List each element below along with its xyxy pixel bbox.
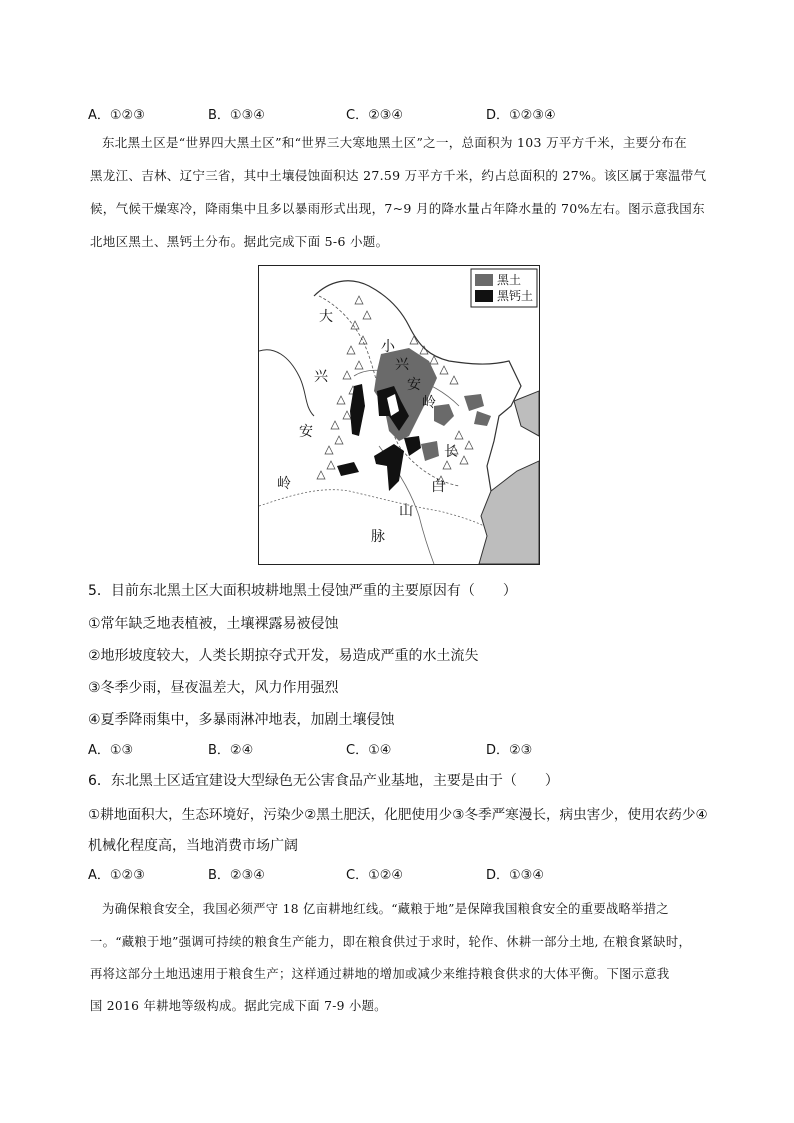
label-bai: 白 [431,479,445,495]
chernozem-area [337,462,359,476]
q6-statement-1: ①耕地面积大，生态环境好，污染少②黑土肥沃，化肥使用少③冬季严寒漫长，病虫害少，使用农药少④ [88,807,708,823]
black-soil-area [464,394,484,411]
q6-option-d[interactable]: D．①③④ [486,868,544,883]
passage1-line4: 北地区黑土、黑钙土分布。据此完成下面 5-6 小题。 [90,234,389,249]
label-ling1: 岭 [277,476,291,492]
q6-stem: 6．东北黑土区适宜建设大型绿色无公害食品产业基地，主要是由于（ ） [88,773,559,789]
chernozem-area [350,384,365,436]
q4-option-d[interactable]: D．①②③④ [486,108,556,123]
passage1-line1: 东北黑土区是“世界四大黑土区”和“世界三大寒地黑土区”之一，总面积为 103 万平方千米，主要分布在 [102,135,687,150]
q5-option-b[interactable]: B．②④ [208,743,254,758]
black-soil-area [434,404,454,426]
label-ling2: 岭 [422,395,436,411]
legend-chernozem-swatch [475,290,493,302]
q6-option-b[interactable]: B．②③④ [208,868,265,883]
passage2-line2: 一。“藏粮于地”强调可持续的粮食生产能力，即在粮食供过于求时，轮作、休耕一部分土地, 在粮食紧缺时， [90,935,692,949]
q5-option-c[interactable]: C．①④ [346,743,392,758]
province-border-2 [259,490,484,526]
q5-statement-3: ③冬季少雨，昼夜温差大，风力作用强烈 [88,680,339,696]
sea-area [479,461,539,564]
label-xing2: 兴 [395,357,409,373]
q4-option-c[interactable]: C．②③④ [346,108,404,123]
q6-option-a[interactable]: A．①②③ [88,868,145,883]
passage2-line3: 再将这部分土地迅速用于粮食生产；这样通过耕地的增加或减少来维持粮食供求的大体平衡。下图示意我 [90,967,670,981]
passage2-line1: 为确保粮食安全，我国必须严守 18 亿亩耕地红线。“藏粮于地”是保障我国粮食安全的重要战略举措之 [102,902,669,916]
chernozem-area [374,444,404,491]
passage2-line4: 国 2016 年耕地等级构成。据此完成下面 7-9 小题。 [90,999,387,1013]
legend-black-soil-label: 黑土 [497,273,522,287]
q4-option-b[interactable]: B．①③④ [208,108,265,123]
q6-option-c[interactable]: C．①②④ [346,868,404,883]
passage1-line2: 黑龙江、吉林、辽宁三省，其中土壤侵蚀面积达 27.59 万平方千米，约占总面积的 27%。该区属于寒温带气 [90,168,707,183]
q5-statement-1: ①常年缺乏地表植被，土壤裸露易被侵蚀 [88,616,339,632]
soil-distribution-map [258,265,540,565]
label-xiao: 小 [381,339,395,355]
q5-option-d[interactable]: D．②③ [486,743,533,758]
chernozem-area [404,436,421,456]
q5-option-a[interactable]: A．①③ [88,743,134,758]
q6-statement-2: 机械化程度高，当地消费市场广阔 [88,838,298,854]
label-an1: 安 [299,424,313,440]
passage1-line3: 候，气候干燥寒冷，降雨集中且多以暴雨形式出现，7~9 月的降水量占年降水量的 70%左右。图示意我国东 [90,201,705,216]
q4-option-a[interactable]: A．①②③ [88,108,145,123]
west-border [259,350,314,416]
legend-chernozem-label: 黑钙土 [497,289,534,303]
label-shan: 山 [399,503,413,519]
label-mai: 脉 [371,529,385,545]
q5-statement-4: ④夏季降雨集中，多暴雨淋冲地表，加剧土壤侵蚀 [88,712,395,728]
black-soil-area [474,411,491,426]
q5-stem: 5．目前东北黑土区大面积坡耕地黑土侵蚀严重的主要原因有（ ） [88,583,517,599]
label-chang: 长 [444,444,458,460]
label-xing1: 兴 [314,369,328,385]
legend-black-soil-swatch [475,274,493,286]
q5-statement-2: ②地形坡度较大，人类长期掠夺式开发，易造成严重的水土流失 [88,648,479,664]
label-an2: 安 [407,377,421,393]
black-soil-area [421,441,439,461]
sea-area-east [514,391,539,436]
label-da: 大 [319,309,333,325]
map-legend [471,269,537,307]
